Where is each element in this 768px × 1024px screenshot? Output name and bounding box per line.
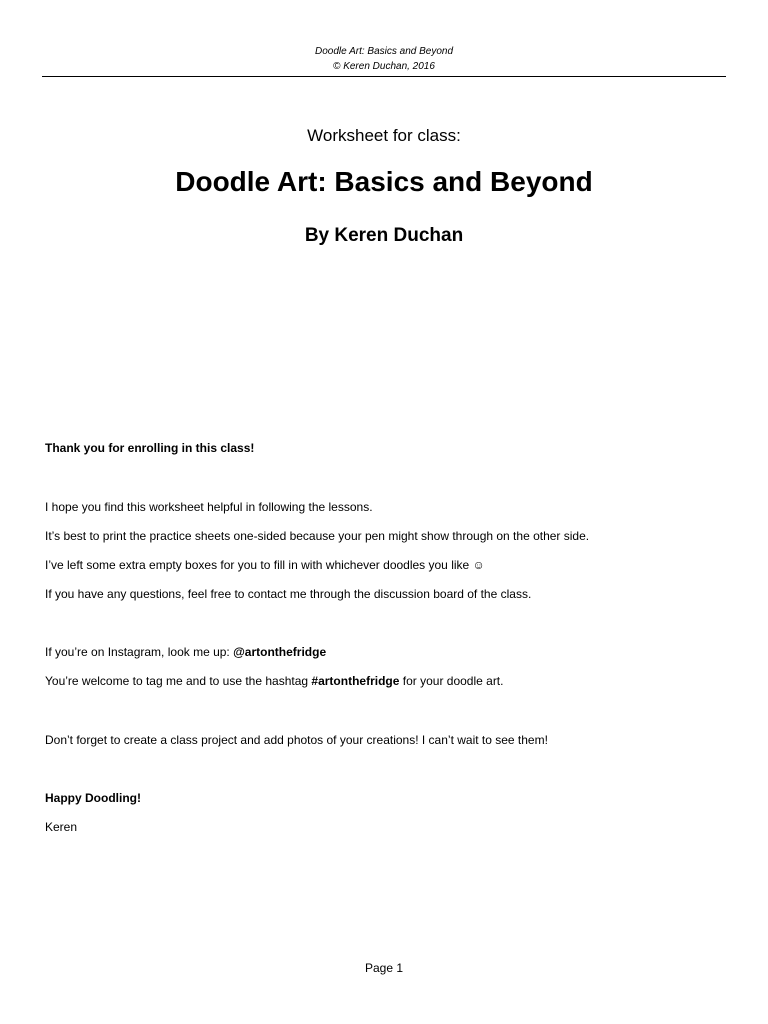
header-copyright: © Keren Duchan, 2016 [333,61,435,72]
boxes-paragraph: I’ve left some extra empty boxes for you to fill in with whichever doodles you like ☺ [45,558,485,572]
instagram-handle: @artonthefridge [233,645,327,659]
header-rule [42,76,726,77]
hashtag-suffix: for your doodle art. [399,674,504,688]
document-title: Doodle Art: Basics and Beyond [175,166,593,197]
signature: Keren [45,820,78,834]
hashtag-text: #artonthefridge [311,674,400,688]
page-number: Page 1 [364,961,404,975]
header-title: Doodle Art: Basics and Beyond [314,46,454,57]
print-paragraph: It’s best to print the practice sheets one-sided because your pen might show through on the other side. [45,529,590,543]
questions-paragraph: If you have any questions, feel free to contact me through the discussion board of the class. [45,587,532,601]
thanks-paragraph: Thank you for enrolling in this class! [45,441,255,455]
document-author: By Keren Duchan [304,225,464,246]
project-paragraph: Don’t forget to create a class project and add photos of your creations! I can’t wait to see them! [45,733,548,747]
hashtag-paragraph [45,673,503,689]
instagram-text: If you’re on Instagram, look me up: [45,645,234,659]
hashtag-prefix: You’re welcome to tag me and to use the hashtag [45,674,312,688]
closing-line: Happy Doodling! [45,791,141,805]
hope-paragraph: I hope you find this worksheet helpful in following the lessons. [45,500,373,514]
instagram-paragraph [45,644,326,660]
worksheet-subtitle: Worksheet for class: [307,126,461,145]
